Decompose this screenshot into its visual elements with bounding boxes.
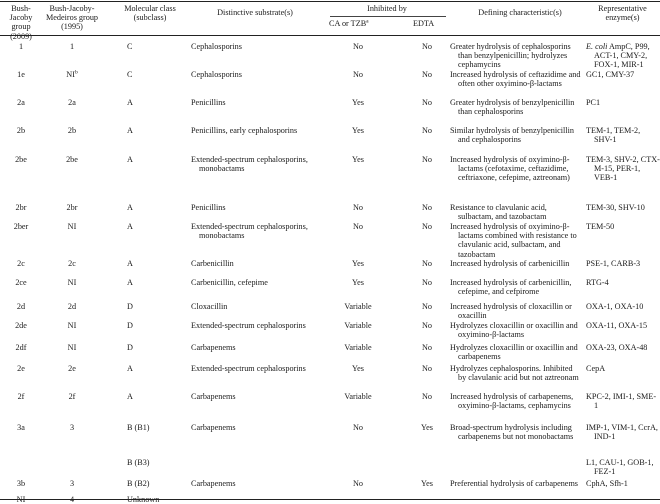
cell-edta: Yes — [421, 479, 433, 488]
cell-ca: No — [352, 222, 363, 231]
cell-edta: No — [421, 259, 432, 268]
cell-g2009: 2ber — [13, 222, 29, 231]
cell-cls: A — [127, 98, 133, 107]
cell-sub: Carbenicillin, cefepime — [191, 278, 268, 287]
cell-enz: RTG-4 — [586, 278, 609, 287]
header-characteristics: Defining characteristic(s) — [478, 8, 562, 17]
cell-ca: Variable — [344, 302, 372, 311]
cell-ca: Yes — [352, 259, 364, 268]
cell-ca: Variable — [344, 392, 372, 401]
cell-g1995: 2e — [68, 364, 76, 373]
cell-g1995: 2a — [68, 98, 76, 107]
cell-sub: Carbenicillin — [191, 259, 234, 268]
cell-char: Preferential hydrolysis of carbapenems — [450, 479, 578, 488]
cell-char: Increased hydrolysis of carbenicillin — [450, 259, 570, 268]
cell-g1995: 3 — [69, 479, 75, 488]
bottom-rule — [0, 499, 660, 500]
cell-g2009: 1 — [18, 42, 24, 51]
cell-cls: A — [127, 222, 133, 231]
cell-g2009: 2d — [16, 302, 26, 311]
cell-char: Increased hydrolysis of cloxacillin or oxacillin — [450, 302, 572, 321]
cell-edta: No — [421, 155, 432, 164]
cell-cls: D — [127, 302, 133, 311]
cell-g1995: $NI^b$ — [66, 69, 78, 79]
cell-g1995: 2c — [68, 259, 76, 268]
cell-cls: A — [127, 278, 133, 287]
organism-name: E. coli — [586, 42, 608, 51]
cell-enz: IMP-1, VIM-1, CcrA, IND-1 — [586, 423, 658, 442]
cell-cls: C — [127, 42, 133, 51]
cell-sub: Extended-spectrum cephalosporins, monobactams — [191, 222, 308, 241]
header-bush-jacoby: Bush-Jacoby group (2009) — [9, 4, 33, 41]
enzyme-names: AmpC, P99, ACT-1, CMY-2, FOX-1, MIR-1 — [594, 42, 650, 70]
cell-sub: Carbapenems — [191, 423, 236, 432]
cell-g2009: 2be — [15, 155, 27, 164]
cell-enz: TEM-50 — [586, 222, 615, 231]
cell-char: Increased hydrolysis of ceftazidime and often other oxyimino-β-lactams — [450, 70, 581, 89]
cell-sub: Cloxacillin — [191, 302, 228, 311]
cell-char: Hydrolyzes cloxacillin or oxacillin and carbapenems — [450, 343, 578, 362]
header-edta: EDTA — [413, 19, 435, 28]
cell-sub: Extended-spectrum cephalosporins, monobactams — [191, 155, 308, 174]
cell-ca: No — [352, 42, 363, 51]
cell-ca: Variable — [344, 321, 372, 330]
cell-g2009: 2a — [17, 98, 25, 107]
cell-cls: D — [127, 321, 133, 330]
cell-char: Increased hydrolysis of oxyimino-β-lactams combined with resistance to clavulanic acid, sulbactam, and tazobactam — [450, 222, 577, 259]
cell-char: Hydrolyzes cephalosporins. Inhibited by clavulanic acid but not aztreonam — [450, 364, 579, 383]
cell-char: Resistance to clavulanic acid, sulbactam, and tazobactam — [450, 203, 547, 222]
cell-sub: Cephalosporins — [191, 70, 242, 79]
header-bush-jacoby-medeiros: Bush-Jacoby-Medeiros group (1995) — [45, 4, 99, 32]
cell-enz: CepA — [586, 364, 606, 373]
cell-ca: Yes — [352, 155, 364, 164]
cell-cls: C — [127, 70, 133, 79]
cell-g2009: 2f — [17, 392, 25, 401]
cell-enz: PC1 — [586, 98, 601, 107]
cell-edta: No — [421, 302, 432, 311]
cell-enz: PSE-1, CARB-3 — [586, 259, 641, 268]
cell-g2009: 2df — [15, 343, 27, 352]
cell-sub: Cephalosporins — [191, 42, 242, 51]
cell-edta: No — [421, 70, 432, 79]
cell-g2009: 2de — [15, 321, 27, 330]
cell-char: Greater hydrolysis of cephalosporins than benzylpenicillin; hydrolyzes cephamycins — [450, 42, 571, 70]
header-molecular-class: Molecular class (subclass) — [124, 4, 176, 23]
cell-sub: Extended-spectrum cephalosporins — [191, 364, 306, 373]
cell-enz: CphA, Sfh-1 — [586, 479, 628, 488]
cell-edta: Yes — [421, 423, 433, 432]
cell-sub: Penicillins, early cephalosporins — [191, 126, 298, 135]
cell-edta: No — [421, 321, 432, 330]
cell-edta: No — [421, 343, 432, 352]
header-bottom-rule — [0, 35, 660, 36]
cell-g1995: 2d — [67, 302, 77, 311]
cell-char: Increased hydrolysis of carbenicillin, cefepime, and cefpirome — [450, 278, 572, 297]
cell-sub: Carbapenems — [191, 392, 236, 401]
cell-ca: Yes — [352, 98, 364, 107]
cell-g2009: 3a — [17, 423, 25, 432]
cell-cls: B (B3) — [127, 458, 150, 467]
cell-g2009: 2e — [17, 364, 25, 373]
cell-cls: A — [127, 392, 133, 401]
cell-edta: No — [421, 392, 432, 401]
cell-g1995: 2b — [67, 126, 77, 135]
cell-ca: No — [352, 203, 363, 212]
cell-g1995: 2be — [66, 155, 78, 164]
cell-edta: No — [421, 278, 432, 287]
cell-sub: Carbapenems — [191, 479, 236, 488]
cell-ca: Yes — [352, 364, 364, 373]
cell-g1995: NI — [67, 278, 77, 287]
cell-cls: Unknown — [127, 495, 160, 504]
cell-g2009: 1e — [17, 70, 25, 79]
cell-char: Greater hydrolysis of benzylpenicillin than cephalosporins — [450, 98, 575, 117]
header-representative-enzymes: Representative enzyme(s) — [598, 4, 647, 23]
cell-edta: No — [421, 42, 432, 51]
cell-g1995: 3 — [69, 423, 75, 432]
cell-sub: Penicillins — [191, 203, 226, 212]
cell-enz: GC1, CMY-37 — [586, 70, 635, 79]
cell-char: Broad-spectrum hydrolysis including carbapenems but not monobactams — [450, 423, 574, 442]
cell-cls: A — [127, 364, 133, 373]
top-rule — [0, 1, 660, 2]
cell-cls: B (B2) — [127, 479, 150, 488]
cell-char: Increased hydrolysis of carbapenems, oxyimino-β-lactams, cephamycins — [450, 392, 574, 411]
cell-edta: No — [421, 126, 432, 135]
header-substrates: Distinctive substrate(s) — [217, 8, 293, 17]
cell-enz: TEM-1, TEM-2, SHV-1 — [586, 126, 641, 145]
cell-ca: Variable — [344, 343, 372, 352]
inhibited-by-rule — [330, 16, 446, 17]
cell-g2009: NI — [16, 495, 26, 504]
header-ca-tzb: CA or TZB$^a$ — [329, 18, 369, 28]
cell-g1995: NI — [67, 222, 77, 231]
cell-enz: KPC-2, IMI-1, SME-1 — [586, 392, 657, 411]
cell-sub: Extended-spectrum cephalosporins — [191, 321, 306, 330]
cell-enz: OXA-23, OXA-48 — [586, 343, 648, 352]
cell-edta: No — [421, 222, 432, 231]
cell-ca: Yes — [352, 126, 364, 135]
cell-g1995: NI — [67, 343, 77, 352]
cell-enz: L1, CAU-1, GOB-1, FEZ-1 — [586, 458, 654, 477]
cell-cls: D — [127, 343, 133, 352]
header-inhibited-by: Inhibited by — [367, 4, 407, 13]
cell-char: Increased hydrolysis of oxyimino-β-lactams (cefotaxime, ceftazidime, ceftriaxone, cefepime, aztreonam) — [450, 155, 570, 183]
cell-char: Similar hydrolysis of benzylpenicillin and cephalosporins — [450, 126, 574, 145]
cell-char: Hydrolyzes cloxacillin or oxacillin and oxyimino-β-lactams — [450, 321, 578, 340]
cell-edta: No — [421, 98, 432, 107]
cell-g2009: 2c — [17, 259, 25, 268]
cell-enz: OXA-1, OXA-10 — [586, 302, 644, 311]
cell-enz — [586, 42, 660, 70]
cell-g2009: 2ce — [15, 278, 27, 287]
cell-edta: No — [421, 364, 432, 373]
cell-ca: Yes — [352, 278, 364, 287]
cell-g1995: 1 — [69, 42, 75, 51]
cell-g1995: 2br — [66, 203, 78, 212]
cell-g1995: NI — [67, 321, 77, 330]
cell-edta: No — [421, 203, 432, 212]
cell-g1995: 4 — [69, 495, 75, 504]
cell-enz: TEM-30, SHV-10 — [586, 203, 645, 212]
cell-g1995: 2f — [68, 392, 76, 401]
cell-g2009: 2br — [15, 203, 27, 212]
cell-g2009: 3b — [16, 479, 26, 488]
cell-ca: No — [352, 423, 363, 432]
cell-g2009: 2b — [16, 126, 26, 135]
cell-ca: No — [352, 70, 363, 79]
cell-enz: OXA-11, OXA-15 — [586, 321, 648, 330]
cell-cls: A — [127, 155, 133, 164]
cell-cls: B (B1) — [127, 423, 150, 432]
cell-ca: No — [352, 479, 363, 488]
cell-cls: A — [127, 203, 133, 212]
cell-cls: A — [127, 259, 133, 268]
cell-enz: TEM-3, SHV-2, CTX-M-15, PER-1, VEB-1 — [586, 155, 660, 183]
cell-cls: A — [127, 126, 133, 135]
cell-sub: Carbapenems — [191, 343, 236, 352]
cell-sub: Penicillins — [191, 98, 226, 107]
